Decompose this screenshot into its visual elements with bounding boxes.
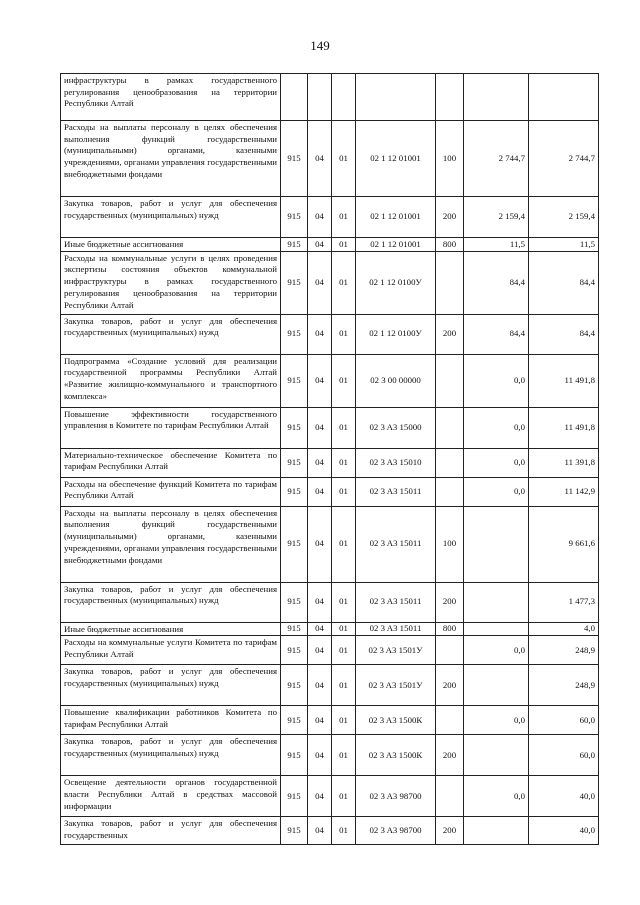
expense-type-cell: 200 xyxy=(436,582,464,622)
row-name-cell: Повышение квалификации работников Комитета по тарифам Республики Алтай xyxy=(61,706,281,735)
plan-amount-cell xyxy=(464,506,529,582)
row-name-cell: Освещение деятельности органов государственной власти Республики Алтай в средствах массовой информации xyxy=(61,776,281,817)
fact-amount-cell: 248,9 xyxy=(529,665,599,706)
fact-amount-cell: 40,0 xyxy=(529,776,599,817)
fact-amount-cell: 2 159,4 xyxy=(529,197,599,238)
expense-type-cell: 200 xyxy=(436,665,464,706)
section-cell: 04 xyxy=(308,121,332,197)
fact-amount-cell: 60,0 xyxy=(529,706,599,735)
fact-amount-cell: 11,5 xyxy=(529,238,599,252)
subsection-cell: 01 xyxy=(332,776,356,817)
expense-type-cell: 100 xyxy=(436,506,464,582)
plan-amount-cell: 0,0 xyxy=(464,636,529,665)
expense-type-cell xyxy=(436,477,464,506)
target-article-cell: 02 3 A3 98700 xyxy=(356,817,436,845)
fact-amount-cell: 11 391,8 xyxy=(529,448,599,477)
section-cell: 04 xyxy=(308,477,332,506)
admin-code-cell: 915 xyxy=(281,665,308,706)
expense-type-cell xyxy=(436,636,464,665)
section-cell: 04 xyxy=(308,448,332,477)
subsection-cell: 01 xyxy=(332,636,356,665)
target-article-cell: 02 1 12 01001 xyxy=(356,121,436,197)
plan-amount-cell: 84,4 xyxy=(464,314,529,354)
target-article-cell: 02 3 A3 98700 xyxy=(356,776,436,817)
table-row xyxy=(61,636,599,665)
fact-amount-cell: 40,0 xyxy=(529,817,599,845)
table-row xyxy=(61,121,599,197)
subsection-cell xyxy=(332,74,356,121)
expense-type-cell xyxy=(436,776,464,817)
section-cell: 04 xyxy=(308,636,332,665)
expense-type-cell xyxy=(436,706,464,735)
subsection-cell: 01 xyxy=(332,197,356,238)
table-row xyxy=(61,622,599,636)
admin-code-cell: 915 xyxy=(281,636,308,665)
target-article-cell: 02 3 A3 15011 xyxy=(356,506,436,582)
fact-amount-cell: 11 142,9 xyxy=(529,477,599,506)
plan-amount-cell: 0,0 xyxy=(464,477,529,506)
section-cell: 04 xyxy=(308,238,332,252)
fact-amount-cell xyxy=(529,74,599,121)
row-name-cell: Материально-техническое обеспечение Комитета по тарифам Республики Алтай xyxy=(61,448,281,477)
fact-amount-cell: 84,4 xyxy=(529,251,599,314)
table-row xyxy=(61,251,599,314)
target-article-cell: 02 3 A3 15011 xyxy=(356,622,436,636)
admin-code-cell: 915 xyxy=(281,776,308,817)
section-cell: 04 xyxy=(308,251,332,314)
table-row xyxy=(61,776,599,817)
row-name-cell: Закупка товаров, работ и услуг для обеспечения государственных xyxy=(61,817,281,845)
table-row xyxy=(61,197,599,238)
row-name-cell: Подпрограмма «Создание условий для реализации государственной программы Республики Алтай «Развитие жилищно-коммунального и транспортного комплекса» xyxy=(61,354,281,407)
section-cell: 04 xyxy=(308,354,332,407)
target-article-cell: 02 3 A3 1500К xyxy=(356,706,436,735)
target-article-cell: 02 3 00 00000 xyxy=(356,354,436,407)
target-article-cell: 02 3 A3 15011 xyxy=(356,582,436,622)
plan-amount-cell: 0,0 xyxy=(464,407,529,448)
target-article-cell: 02 3 A3 1501У xyxy=(356,636,436,665)
target-article-cell: 02 1 12 0100У xyxy=(356,314,436,354)
expense-type-cell: 800 xyxy=(436,622,464,636)
subsection-cell: 01 xyxy=(332,582,356,622)
section-cell: 04 xyxy=(308,314,332,354)
admin-code-cell: 915 xyxy=(281,354,308,407)
admin-code-cell: 915 xyxy=(281,622,308,636)
plan-amount-cell xyxy=(464,74,529,121)
row-name-cell: Иные бюджетные ассигнования xyxy=(61,238,281,252)
expense-type-cell: 200 xyxy=(436,817,464,845)
table-row xyxy=(61,735,599,776)
section-cell: 04 xyxy=(308,776,332,817)
plan-amount-cell: 84,4 xyxy=(464,251,529,314)
admin-code-cell: 915 xyxy=(281,407,308,448)
plan-amount-cell: 0,0 xyxy=(464,706,529,735)
target-article-cell: 02 3 A3 1501У xyxy=(356,665,436,706)
expense-type-cell: 200 xyxy=(436,197,464,238)
target-article-cell: 02 3 A3 15000 xyxy=(356,407,436,448)
row-name-cell: Закупка товаров, работ и услуг для обеспечения государственных (муниципальных) нужд xyxy=(61,735,281,776)
table-row xyxy=(61,314,599,354)
fact-amount-cell: 84,4 xyxy=(529,314,599,354)
subsection-cell: 01 xyxy=(332,238,356,252)
admin-code-cell: 915 xyxy=(281,121,308,197)
subsection-cell: 01 xyxy=(332,121,356,197)
section-cell: 04 xyxy=(308,197,332,238)
plan-amount-cell: 2 744,7 xyxy=(464,121,529,197)
table-row xyxy=(61,407,599,448)
table-row xyxy=(61,238,599,252)
row-name-cell: Закупка товаров, работ и услуг для обеспечения государственных (муниципальных) нужд xyxy=(61,665,281,706)
admin-code-cell: 915 xyxy=(281,477,308,506)
budget-table-body xyxy=(61,74,599,845)
subsection-cell: 01 xyxy=(332,735,356,776)
row-name-cell: Расходы на коммунальные услуги Комитета по тарифам Республики Алтай xyxy=(61,636,281,665)
admin-code-cell: 915 xyxy=(281,817,308,845)
target-article-cell: 02 1 12 01001 xyxy=(356,238,436,252)
plan-amount-cell: 11,5 xyxy=(464,238,529,252)
expense-type-cell: 800 xyxy=(436,238,464,252)
table-row xyxy=(61,74,599,121)
budget-table xyxy=(60,73,599,845)
admin-code-cell: 915 xyxy=(281,506,308,582)
section-cell: 04 xyxy=(308,582,332,622)
expense-type-cell xyxy=(436,74,464,121)
expense-type-cell xyxy=(436,448,464,477)
row-name-cell: Закупка товаров, работ и услуг для обеспечения государственных (муниципальных) нужд xyxy=(61,582,281,622)
table-row xyxy=(61,817,599,845)
target-article-cell xyxy=(356,74,436,121)
row-name-cell: Иные бюджетные ассигнования xyxy=(61,622,281,636)
subsection-cell: 01 xyxy=(332,622,356,636)
page-number: 149 xyxy=(310,38,330,53)
subsection-cell: 01 xyxy=(332,665,356,706)
target-article-cell: 02 1 12 0100У xyxy=(356,251,436,314)
admin-code-cell: 915 xyxy=(281,251,308,314)
admin-code-cell: 915 xyxy=(281,706,308,735)
subsection-cell: 01 xyxy=(332,251,356,314)
row-name-cell: Расходы на коммунальные услуги в целях проведения экспертизы состояния объектов коммунальной инфраструктуры в рамках государственного регулирования ценообразования на территории Республики Алтай xyxy=(61,251,281,314)
expense-type-cell: 100 xyxy=(436,121,464,197)
admin-code-cell xyxy=(281,74,308,121)
section-cell: 04 xyxy=(308,706,332,735)
admin-code-cell: 915 xyxy=(281,735,308,776)
plan-amount-cell: 2 159,4 xyxy=(464,197,529,238)
section-cell: 04 xyxy=(308,506,332,582)
target-article-cell: 02 1 12 01001 xyxy=(356,197,436,238)
subsection-cell: 01 xyxy=(332,448,356,477)
subsection-cell: 01 xyxy=(332,706,356,735)
table-row xyxy=(61,706,599,735)
fact-amount-cell: 1 477,3 xyxy=(529,582,599,622)
admin-code-cell: 915 xyxy=(281,314,308,354)
admin-code-cell: 915 xyxy=(281,582,308,622)
fact-amount-cell: 4,0 xyxy=(529,622,599,636)
plan-amount-cell xyxy=(464,665,529,706)
section-cell: 04 xyxy=(308,407,332,448)
section-cell: 04 xyxy=(308,665,332,706)
fact-amount-cell: 11 491,8 xyxy=(529,407,599,448)
row-name-cell: Расходы на обеспечение функций Комитета по тарифам Республики Алтай xyxy=(61,477,281,506)
expense-type-cell xyxy=(436,354,464,407)
expense-type-cell xyxy=(436,407,464,448)
subsection-cell: 01 xyxy=(332,506,356,582)
expense-type-cell: 200 xyxy=(436,735,464,776)
table-row xyxy=(61,477,599,506)
expense-type-cell xyxy=(436,251,464,314)
row-name-cell: Закупка товаров, работ и услуг для обеспечения государственных (муниципальных) нужд xyxy=(61,314,281,354)
row-name-cell: Повышение эффективности государственного управления в Комитете по тарифам Республики Алтай xyxy=(61,407,281,448)
fact-amount-cell: 60,0 xyxy=(529,735,599,776)
table-row xyxy=(61,506,599,582)
row-name-cell: Закупка товаров, работ и услуг для обеспечения государственных (муниципальных) нужд xyxy=(61,197,281,238)
target-article-cell: 02 3 A3 1500К xyxy=(356,735,436,776)
table-row xyxy=(61,665,599,706)
row-name-cell: Расходы на выплаты персоналу в целях обеспечения выполнения функций государственными (муниципальными) органами, казенными учреждениями, органами управления государственными внебюджетными фондами xyxy=(61,121,281,197)
plan-amount-cell xyxy=(464,735,529,776)
row-name-cell: инфраструктуры в рамках государственного регулирования ценообразования на территории Республики Алтай xyxy=(61,74,281,121)
expense-type-cell: 200 xyxy=(436,314,464,354)
fact-amount-cell: 248,9 xyxy=(529,636,599,665)
target-article-cell: 02 3 A3 15010 xyxy=(356,448,436,477)
row-name-cell: Расходы на выплаты персоналу в целях обеспечения выполнения функций государственными (муниципальными) органами, казенными учреждениями, органами управления государственными внебюджетными фондами xyxy=(61,506,281,582)
plan-amount-cell: 0,0 xyxy=(464,448,529,477)
section-cell xyxy=(308,74,332,121)
table-row xyxy=(61,354,599,407)
fact-amount-cell: 11 491,8 xyxy=(529,354,599,407)
fact-amount-cell: 2 744,7 xyxy=(529,121,599,197)
admin-code-cell: 915 xyxy=(281,238,308,252)
subsection-cell: 01 xyxy=(332,354,356,407)
section-cell: 04 xyxy=(308,735,332,776)
section-cell: 04 xyxy=(308,817,332,845)
subsection-cell: 01 xyxy=(332,407,356,448)
table-row xyxy=(61,448,599,477)
table-row xyxy=(61,582,599,622)
subsection-cell: 01 xyxy=(332,314,356,354)
subsection-cell: 01 xyxy=(332,817,356,845)
plan-amount-cell: 0,0 xyxy=(464,354,529,407)
admin-code-cell: 915 xyxy=(281,448,308,477)
target-article-cell: 02 3 A3 15011 xyxy=(356,477,436,506)
fact-amount-cell: 9 661,6 xyxy=(529,506,599,582)
plan-amount-cell xyxy=(464,817,529,845)
plan-amount-cell: 0,0 xyxy=(464,776,529,817)
subsection-cell: 01 xyxy=(332,477,356,506)
plan-amount-cell xyxy=(464,622,529,636)
section-cell: 04 xyxy=(308,622,332,636)
admin-code-cell: 915 xyxy=(281,197,308,238)
plan-amount-cell xyxy=(464,582,529,622)
